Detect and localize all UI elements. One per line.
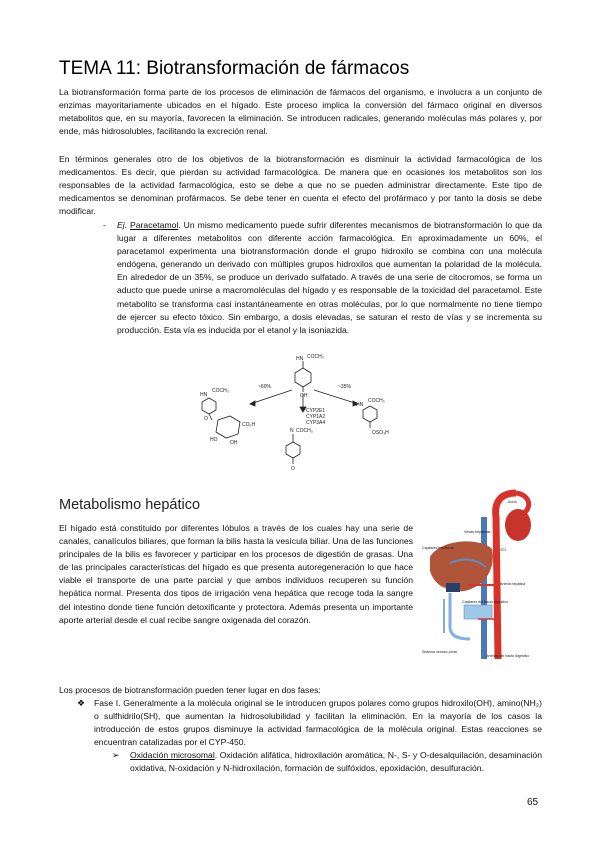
label-capilares-tracto: Capilares del tracto digestivo xyxy=(462,600,509,604)
label-vci: VCI xyxy=(500,548,506,552)
scheme-oh-top: OH xyxy=(300,393,308,399)
scheme-n: N xyxy=(290,428,294,434)
micro-text: . Oxidación alifática, hidroxilación aromática, N-, S- y O-desalquilación, desaminación oxidativa, N-oxidación y N-hidroxilación, formación de sulfóxidos, epoxidación, desulfuración. xyxy=(130,750,542,774)
scheme-co2h: CO₂H xyxy=(242,422,256,428)
label-arteria: Arteria hepática xyxy=(500,582,526,586)
phase1-bullet: ❖ xyxy=(77,698,86,708)
scheme-oh-left: OH xyxy=(230,440,238,446)
example-drug: Paracetamol xyxy=(130,220,179,230)
label-aorta: Aorta xyxy=(508,500,517,504)
scheme-cyp-1: CYP1A2 xyxy=(306,414,326,420)
example-text2: A través de una serie de citocromos, se forma un aducto que puede unirse a macromoléculas del hígado y es responsable de la toxicidad del paracetamol. Este metabolito se transforma casi instantáneamente en otras moléculas, por lo que normalmente no tiene tiempo de ejercer su efecto tóxico. Sin embargo, a dosis elevadas, se saturan el resto de vías y se incrementa su producción. Esta vía es inducida por el etanol y la isoniazida. xyxy=(117,272,542,335)
scheme-cooh-right: COCH₃ xyxy=(368,398,385,404)
example-paragraph xyxy=(117,219,542,337)
label-capilares: Capilares hepáticos xyxy=(422,546,454,550)
micro-arrow: ➢ xyxy=(112,750,120,760)
micro-paragraph xyxy=(130,749,542,775)
example-text: . Un mismo medicamento puede sufrir diferentes mecanismos de biotransformación lo que da lugar a diferentes metabolitos con diferente acción farmacológica. En aproximadamente un 60%, el paracetamol experimenta una biotransformación donde el grupo hidroxilo se combina con una molécula endógena, generando un derivado con múltiples grupos hidroxilos que aumentan la polaridad de la molécula. En alrededor de un 35%, se produce un derivado sulfatado. xyxy=(117,220,543,283)
scheme-hn-right: HN xyxy=(356,402,364,408)
phase1-paragraph: Fase I. Generalmente a la molécula original se le introducen grupos polares como grupos hidroxilo(OH), amino(NH₂) o sulfhidrilo(SH), que aumentan la hidrosolubilidad y facilitan la eliminación. En la mayoría de los casos la introducción de estos grupos disminuye la actividad farmacológica de la molécula original. Estas reacciones se encuentran catalizadas por el CYP-450. xyxy=(94,698,542,748)
intro-paragraph: La biotransformación forma parte de los procesos de eliminación de fármacos del organismo, e involucra a un conjunto de enzimas mayoritariamente ubicados en el hígado. Este proceso implica la conversión del fármaco original en diversos metabolitos que, en su mayoría, favorecen la eliminación. Se introducen radicales, generando moléculas más polares y, por ende, más hidrosolubles, facilitando la excreción renal. xyxy=(59,87,542,137)
micro-label: Oxidación microsomal xyxy=(130,750,215,760)
scheme-cyp-2: CYP3A4 xyxy=(306,420,326,426)
scheme-cooh-left: COCH₃ xyxy=(212,388,229,394)
scheme-o-mid: O xyxy=(291,466,295,472)
phases-intro: Los procesos de biotransformación pueden tener lugar en dos fases: xyxy=(59,685,321,695)
hepatic-heading: Metabolismo hepático xyxy=(59,497,201,513)
label-higado: Hígado xyxy=(434,586,446,590)
scheme-cooh-mid: COCH₃ xyxy=(296,428,313,434)
scheme-hn-top: HN xyxy=(296,356,304,362)
scheme-cooh-top: COCH₃ xyxy=(307,354,324,360)
label-venas: Venas hepáticas xyxy=(464,530,491,534)
label-arterias-tracto: Arterias del tracto digestivo xyxy=(486,654,530,658)
objectives-paragraph: En términos generales otro de los objetivos de la biotransformación es disminuir la actividad farmacológica de los medicamentos. Es decir, que pierdan su actividad farmacológica. De manera que en ocasiones los metabolitos son los responsables de la actividad farmacológica, esto se debe a que no se pueden administrar directamente. Este tipo de medicamentos se denominan profármacos. Se debe tener en cuenta el efecto del profármaco y por tanto la dosis se debe modificar. xyxy=(59,154,542,217)
liver-circulation-figure xyxy=(420,487,542,665)
example-dash: - xyxy=(103,220,106,230)
paracetamol-scheme xyxy=(200,352,410,488)
page-title: TEMA 11: Biotransformación de fármacos xyxy=(59,58,410,79)
scheme-o-left: O xyxy=(204,416,208,422)
scheme-pct-left: ~60% xyxy=(258,384,271,390)
hepatic-paragraph: El hígado está constituido por diferentes lóbulos a través de los cuales hay una serie de canales, canalículos biliares, que forman la bilis hasta la vesícula biliar. Una de las funciones principales de la bilis es favorecer y participar en los procesos de digestión de grasas. Una de las principales características del hígado es que presenta autoregeneración lo que hace viable el transporte de una parte parcial y que ambos individuos recuperen su función hepática normal. Presenta dos tipos de irrigación vena hepática que recoge toda la sangre del intestino donde tiene función detoxificante y protectora. Además presenta un importante aporte arterial desde el cual recibe sangre oxigenada del corazón. xyxy=(59,523,413,625)
scheme-cyp-0: CYP2E1 xyxy=(306,408,326,414)
label-sistema-porta: Sistema venoso porta xyxy=(422,650,457,654)
scheme-pct-right: ~35% xyxy=(338,384,351,390)
ring-top xyxy=(295,368,311,387)
scheme-ho: HO xyxy=(210,437,218,443)
example-label: Ej. xyxy=(117,220,128,230)
scheme-hn-left: HN xyxy=(200,392,208,398)
scheme-oso3h: OSO₃H xyxy=(372,430,389,436)
page-number: 65 xyxy=(527,797,539,808)
